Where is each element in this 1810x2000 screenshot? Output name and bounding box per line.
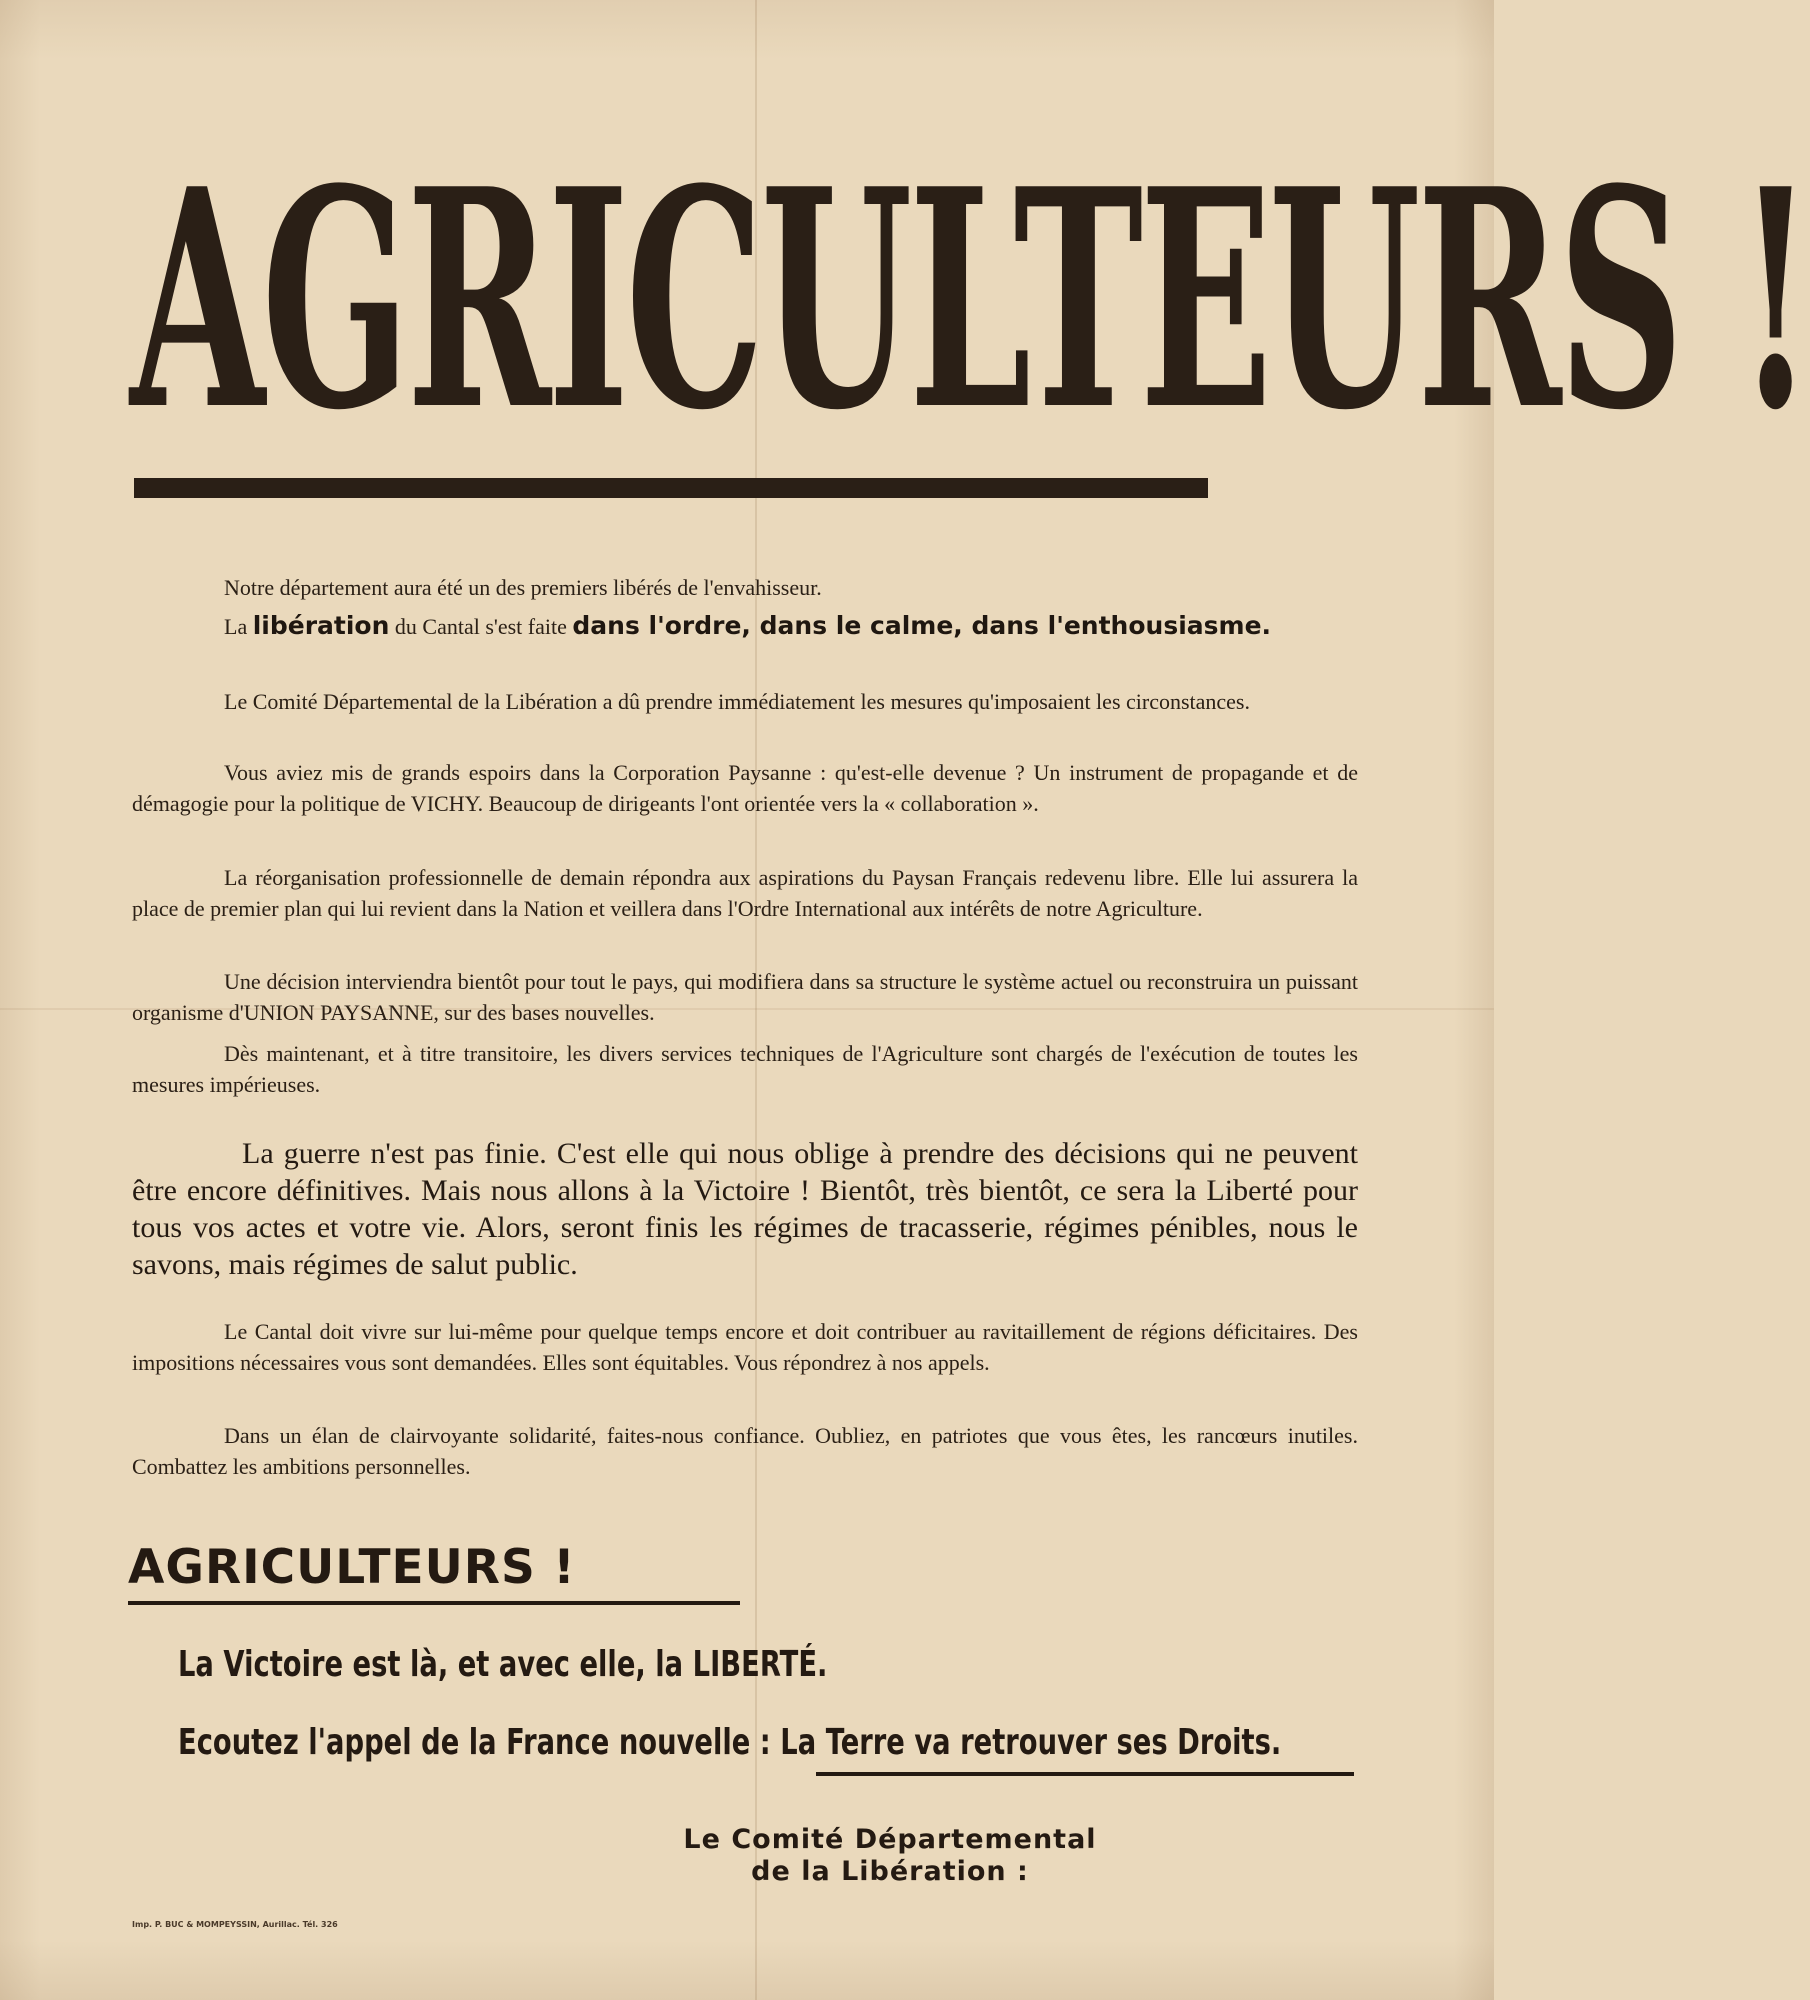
paragraph-8-war: La guerre n'est pas finie. C'est elle qui nous oblige à prendre des décisions qui ne peuvent être encore définitives. Mais nous allons à la Victoire ! Bientôt, très bientôt, ce sera la Liberté pour tous vos actes et votre vie. Alors, seront finis les régimes de tracasserie, régimes pénibles, nous le savons, mais régimes de salut public. [132,1137,1358,1281]
paragraph-3: Le Comité Départemental de la Libération a dû prendre immédiatement les mesures qu'imposaient les circonstances. [224,689,1250,714]
paragraph-2-text-c: du Cantal s'est faite [389,614,573,639]
slogan-underline [816,1772,1354,1776]
paragraph-2-emphasis-ordre: dans l'ordre, dans le calme, dans l'enthousiasme. [572,611,1272,640]
signature-line-1: Le Comité Départemental [683,1824,1097,1855]
paragraph-7: Dès maintenant, et à titre transitoire, les divers services techniques de l'Agriculture sont chargés de l'exécution de toutes les mesures impérieuses. [132,1041,1358,1097]
paragraph-2-emphasis-liberation: libération [252,611,390,640]
paragraph-2-text-a: La [224,614,253,639]
signature-line-2: de la Libération : [751,1856,1029,1887]
paragraph-5: La réorganisation professionnelle de demain répondra aux aspirations du Paysan Français redevenu libre. Elle lui assurera la place de premier plan qui lui revient dans la Nation et veillera dans l'Ordre International aux intérêts de notre Agriculture. [132,865,1358,921]
subheading-underline [128,1601,740,1605]
headline: AGRICULTEURS ! [130,123,1810,476]
paragraph-4: Vous aviez mis de grands espoirs dans la Corporation Paysanne : qu'est-elle devenue ? Un instrument de propagande et de démagogie pour la politique de VICHY. Beaucoup de dirigeants l'ont orientée vers la « collaboration ». [132,760,1358,816]
paragraph-1: Notre département aura été un des premiers libérés de l'envahisseur. [224,575,822,600]
paragraph-9: Le Cantal doit vivre sur lui-même pour quelque temps encore et doit contribuer au ravitaillement de régions déficitaires. Des impositions nécessaires vous sont demandées. Elles sont équitables. Vous répondrez à nos appels. [132,1319,1358,1375]
printer-imprint: Imp. P. BUC & MOMPEYSSIN, Aurillac. Tél. 326 [132,1920,338,1929]
headline-underline [134,478,1208,498]
slogan-line-2 [178,1718,1281,1768]
slogan-line-2-part-b: La Terre va retrouver ses Droits. [780,1722,1282,1763]
slogan-line-2-part-a: Ecoutez l'appel de la France nouvelle : [178,1722,781,1763]
paragraph-10: Dans un élan de clairvoyante solidarité, faites-nous confiance. Oubliez, en patriotes que vous êtes, les rancœurs inutiles. Combattez les ambitions personnelles. [132,1423,1358,1479]
subheading: AGRICULTEURS ! [128,1540,576,1595]
slogan-line-1: La Victoire est là, et avec elle, la LIBERTÉ. [178,1644,828,1685]
paragraph-6: Une décision interviendra bientôt pour tout le pays, qui modifiera dans sa structure le système actuel ou reconstruira un puissant organisme d'UNION PAYSANNE, sur des bases nouvelles. [132,969,1358,1025]
paragraph-2 [132,610,1358,643]
